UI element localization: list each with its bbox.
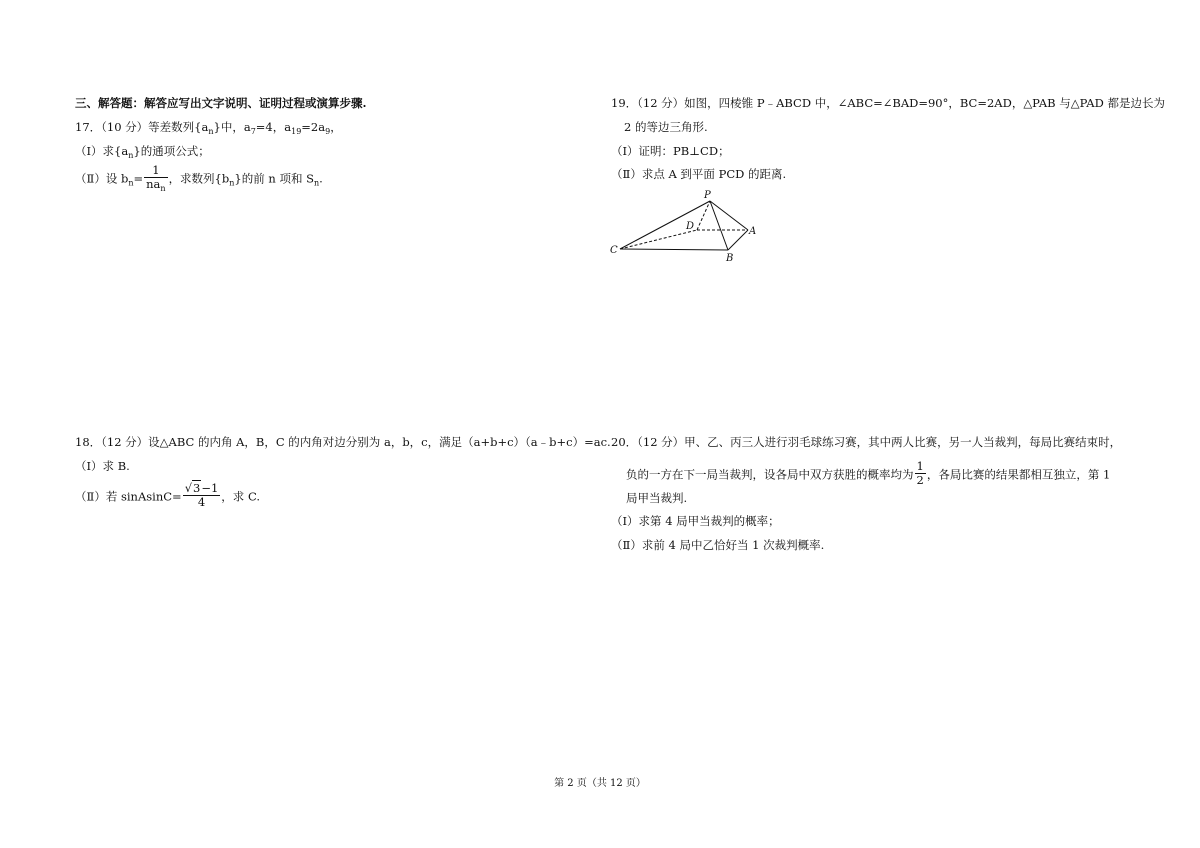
label-B: B — [726, 253, 734, 264]
q17-stem: 17．（10 分）等差数列$\{a_n\}$中，$a_7=4$，$a_{19}=2a_9$， — [75, 120, 342, 136]
sqrt-sign-icon: √ — [184, 481, 193, 495]
pyramid-figure — [600, 186, 770, 266]
page-footer: 第 2 页（共 12 页） — [554, 778, 646, 789]
label-A: A — [749, 226, 757, 237]
label-D: D — [686, 221, 695, 232]
q20-stem: 20．（12 分）甲、乙、丙三人进行羽毛球练习赛，其中两人比赛，另一人当裁判，每局比赛结束时， — [611, 435, 1122, 449]
q19-part1: （Ⅰ）证明：PB⊥CD； — [611, 144, 730, 158]
label-C: C — [610, 245, 618, 256]
q18-fraction: $\frac{√3-1}{4}$ — [184, 481, 219, 509]
label-P: P — [704, 190, 711, 201]
q18-part1: （Ⅰ）求 B. — [75, 459, 130, 473]
q18-part2: （Ⅱ）若 sinAsinC= $\frac{√3-1}{4}$ ，求 C. — [75, 481, 260, 509]
q17-part1: （Ⅰ）求$\{a_n\}$的通项公式； — [75, 144, 210, 160]
q18-stem: 18．（12 分）设△ABC 的内角 A，B，C 的内角对边分别为 a，b，c，满足（a+b+c）（a﹣b+c）=ac. — [75, 435, 611, 449]
q20-stem-cont: 负的一方在下一局当裁判，设各局中双方获胜的概率均为 $\frac{1}{2}$ ，各局比赛的结果都相互独立，第 1 — [626, 459, 1111, 487]
q17-fraction: $\frac{1}{na_n}$ — [146, 163, 166, 193]
q20-fraction: $\frac{1}{2}$ — [916, 459, 924, 487]
q19-part2: （Ⅱ）求点 A 到平面 PCD 的距离. — [611, 167, 787, 181]
section-heading: 三、解答题：解答应写出文字说明、证明过程或演算步骤. — [75, 96, 367, 110]
q20-part1: （Ⅰ）求第 4 局甲当裁判的概率； — [611, 514, 780, 528]
q17-part2: （Ⅱ）设 $b_n=$ $\frac{1}{na_n}$ ，求数列$\{b_n\}$的前 n 项和 $S_n$. — [75, 163, 323, 193]
q20-part2: （Ⅱ）求前 4 局中乙恰好当 1 次裁判概率. — [611, 538, 825, 552]
q20-stem-cont2: 局甲当裁判. — [626, 491, 688, 505]
q19-stem-cont: 2 的等边三角形. — [624, 120, 708, 134]
q19-stem: 19．（12 分）如图，四棱锥 P﹣ABCD 中，∠ABC=∠BAD=90°，BC=2AD，△PAB 与△PAD 都是边长为 — [611, 96, 1165, 110]
